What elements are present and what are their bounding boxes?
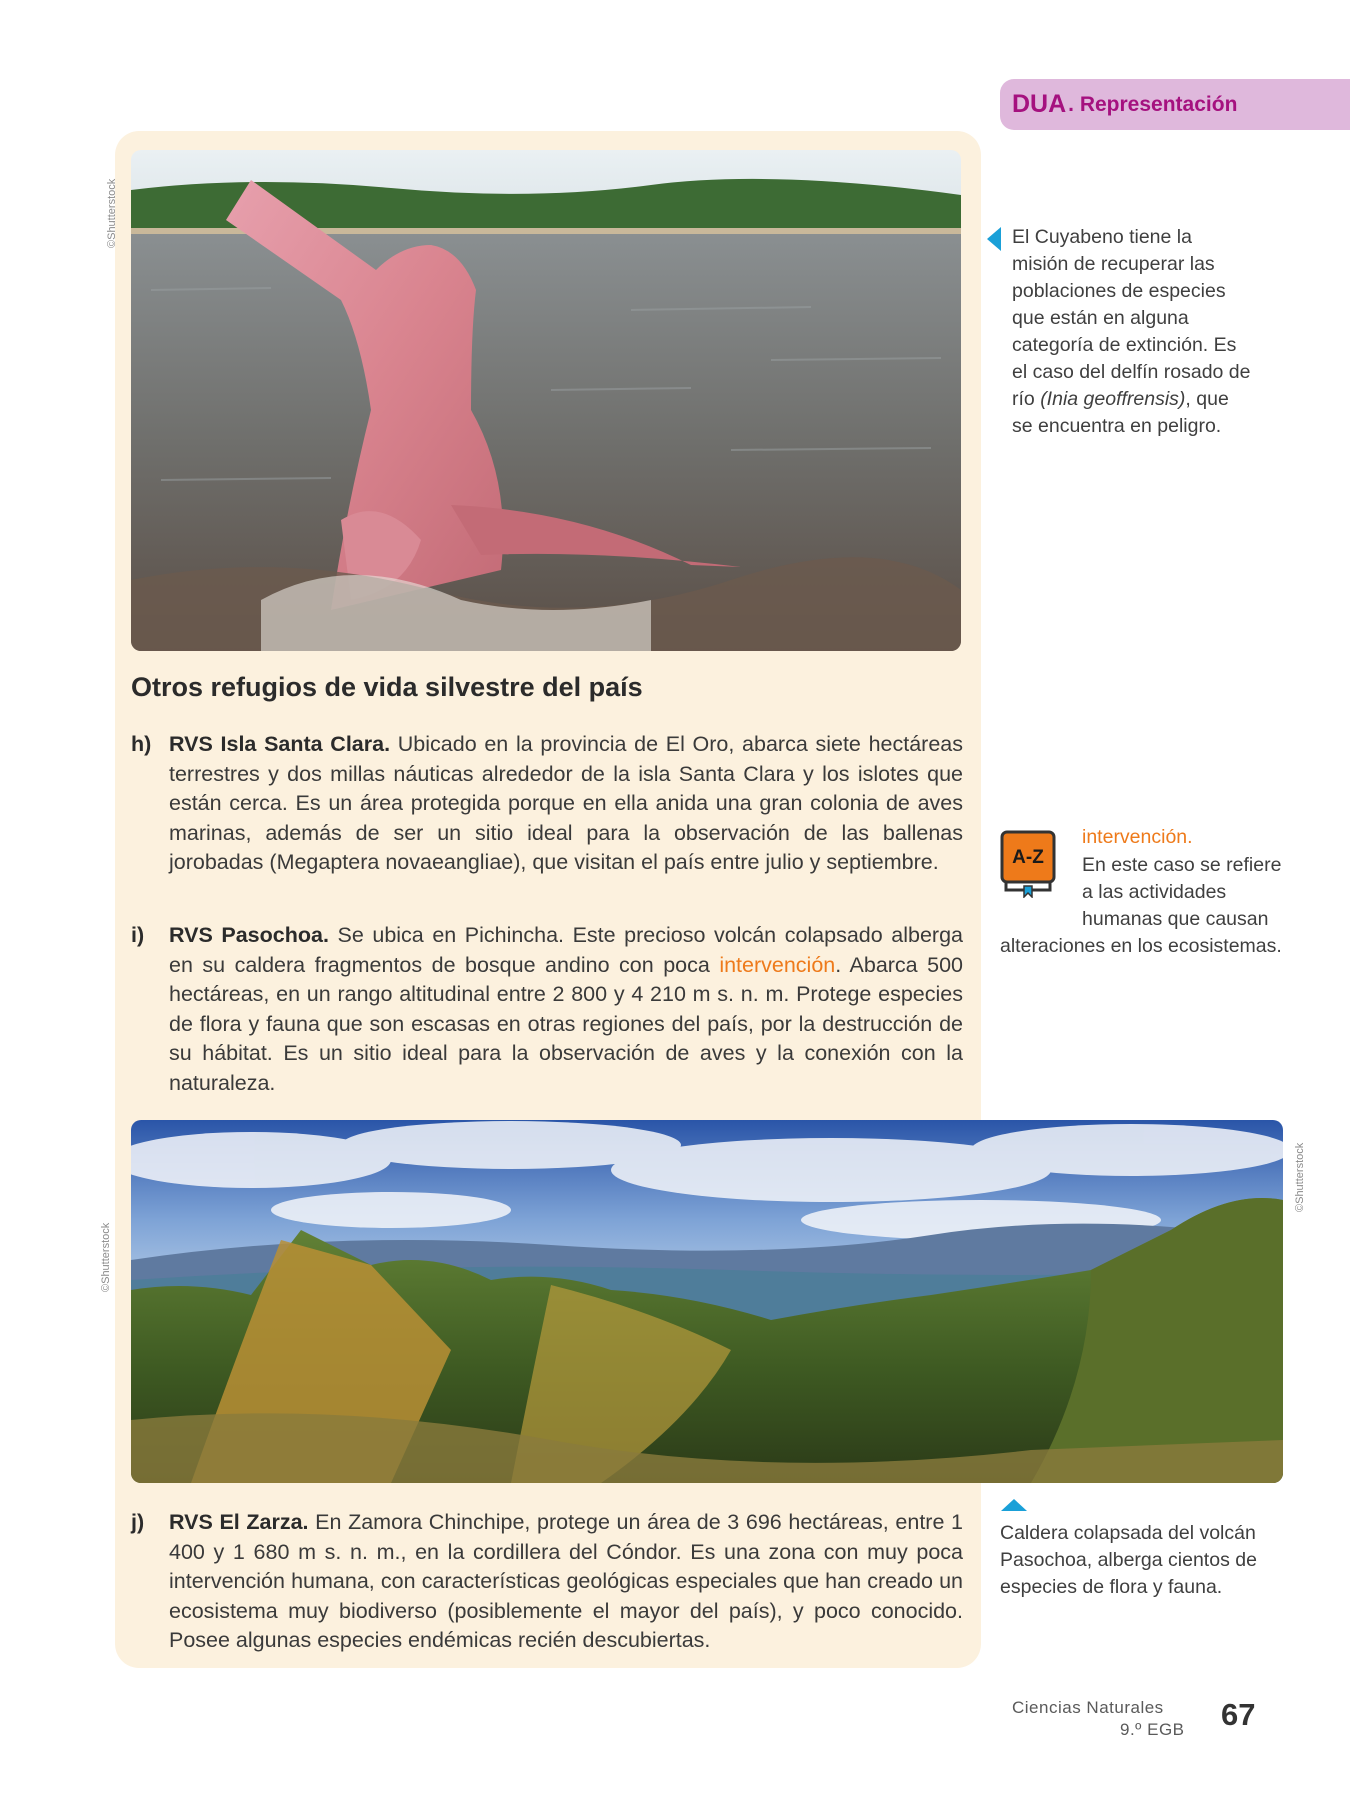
entry-text: Ubicado en la provincia de El Oro, abarca siete hectáreas terrestres y dos millas náuticas alrededor de la isla Santa Clara y los islotes que están cerca. Es un área protegida porque en ella anida una gran colonia de aves marinas, además de ser un sitio ideal para la observación de las ballenas jorobadas (Megaptera novaeangliae), que visitan el país entre julio y septiembre. [169,732,964,874]
entry-text: . Abarca 500 hectáreas, en un rango altitudinal entre 2 800 y 4 210 m s. n. m. Protege especies de flora y fauna que son escasas en otras regiones del país, por la destrucción de su hábitat. Es un sitio ideal para la observación de aves y la conexión con la naturaleza. [169,952,963,1095]
entry-name: RVS El Zarza. [169,1510,309,1534]
dua-tag [1000,79,1350,130]
glossary-book-icon [1000,830,1056,898]
caption-arrow-left-icon [987,227,1001,251]
pasochoa-volcano-photo [131,1120,1283,1483]
pink-river-dolphin-photo [131,150,961,651]
page-number: 67 [1221,1697,1256,1732]
dua-label: DUA [1012,90,1067,118]
entry-pasochoa [131,921,963,1098]
section-heading: Otros refugios de vida silvestre del país [131,672,643,702]
footer-grade: 9.º EGB [1120,1720,1185,1739]
glossary-definition-end: alteraciones en los ecosistemas. [1000,935,1282,957]
caption-arrow-up-icon [1001,1499,1027,1511]
photo-credit-volcano-right: ©Shutterstock [1294,1142,1306,1212]
entry-letter: i) [131,923,145,947]
photo-credit-dolphin: ©Shutterstock [106,178,118,248]
entry-name: RVS Isla Santa Clara. [169,732,391,756]
glossary-link-intervencion[interactable]: intervención [719,952,836,977]
entry-isla-santa-clara [131,730,963,878]
dolphin-caption: El Cuyabeno tiene la misión de recuperar las poblaciones de especies que están en alguna categoría de extinción. Es el caso del delfín rosado de río (Inia geoffrensis), que se encuentra en peligro. [1012,226,1251,437]
glossary-term: intervención. [1082,826,1193,848]
entry-text: En Zamora Chinchipe, protege un área de 3 696 hectáreas, entre 1 400 y 1 680 m s. n. m., en la cordillera del Cóndor. Es una zona con muy poca intervención humana, con características geológicas especiales que han creado un ecosistema muy biodiverso (posiblemente el mayor del país), y poco conocido. Posee algunas especies endémicas recién descubiertas. [169,1510,963,1652]
volcano-caption: Caldera colapsada del volcán Pasochoa, alberga cientos de especies de flora y fauna. [1000,1522,1257,1598]
entry-text: Se ubica en Pichincha. Este precioso volcán colapsado alberga en su caldera fragmentos de bosque andino con poca [169,923,963,977]
scientific-name: (Inia geoffrensis) [1040,388,1186,410]
entry-el-zarza [131,1508,963,1656]
footer-subject: Ciencias Naturales [1012,1698,1164,1717]
dua-subtitle: . Representación [1068,92,1238,116]
photo-credit-volcano-left: ©Shutterstock [100,1222,112,1292]
svg-text:A-Z: A-Z [1012,847,1044,868]
glossary-definition: En este caso se refiere a las actividades humanas que causan [1082,854,1282,930]
entry-letter: h) [131,732,152,756]
entry-letter: j) [131,1510,145,1534]
entry-name: RVS Pasochoa. [169,923,329,947]
